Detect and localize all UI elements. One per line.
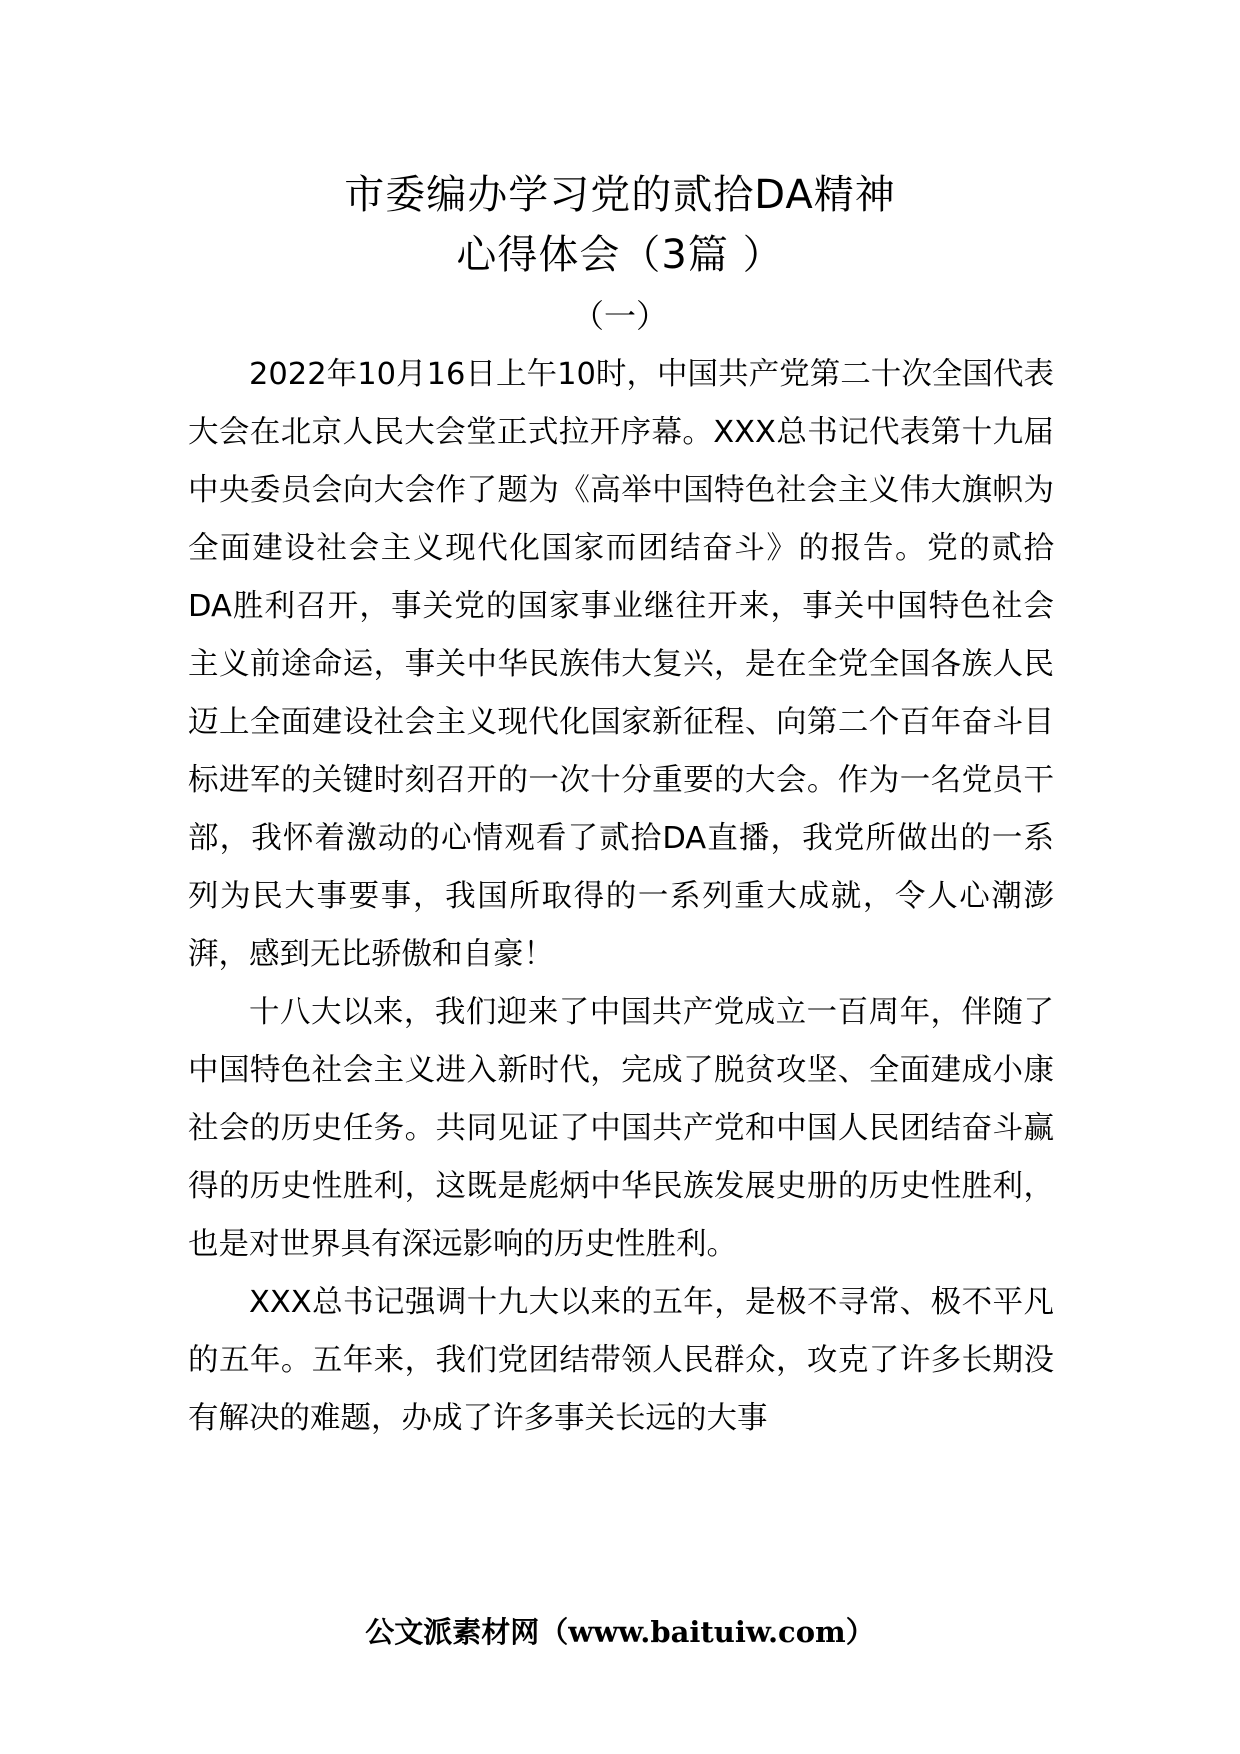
paragraph-3: XXX总书记强调十九大以来的五年，是极不寻常、极不平凡的五年。五年来，我们党团结带领人民群众，攻克了许多长期没有解决的难题，办成了许多事关长远的大事 bbox=[188, 1285, 1054, 1436]
section-number: （一） bbox=[571, 297, 668, 335]
page-footer-watermark: 公文派素材网（www.baituiw.com） bbox=[365, 1615, 875, 1649]
document-title-line-2: 心得体会（3篇 ） bbox=[456, 232, 784, 278]
document-title-line-1: 市委编办学习党的贰拾DA精神 bbox=[344, 172, 896, 218]
document-body bbox=[188, 346, 1054, 1448]
paragraph-2: 十八大以来，我们迎来了中国共产党成立一百周年，伴随了中国特色社会主义进入新时代，完成了脱贫攻坚、全面建成小康社会的历史任务。共同见证了中国共产党和中国人民团结奋斗赢得的历史性胜利，这既是彪炳中华民族发展史册的历史性胜利，也是对世界具有深远影响的历史性胜利。 bbox=[188, 995, 1054, 1262]
paragraph-1: 2022年10月16日上午10时，中国共产党第二十次全国代表大会在北京人民大会堂正式拉开序幕。XXX总书记代表第十九届中央委员会向大会作了题为《高举中国特色社会主义伟大旗帜为全面建设社会主义现代化国家而团结奋斗》的报告。党的贰拾DA胜利召开，事关党的国家事业继往开来，事关中国特色社会主义前途命运，事关中华民族伟大复兴，是在全党全国各族人民迈上全面建设社会主义现代化国家新征程、向第二个百年奋斗目标进军的关键时刻召开的一次十分重要的大会。作为一名党员干部，我怀着激动的心情观看了贰拾DA直播，我党所做出的一系列为民大事要事，我国所取得的一系列重大成就，令人心潮澎湃，感到无比骄傲和自豪！ bbox=[188, 357, 1054, 972]
